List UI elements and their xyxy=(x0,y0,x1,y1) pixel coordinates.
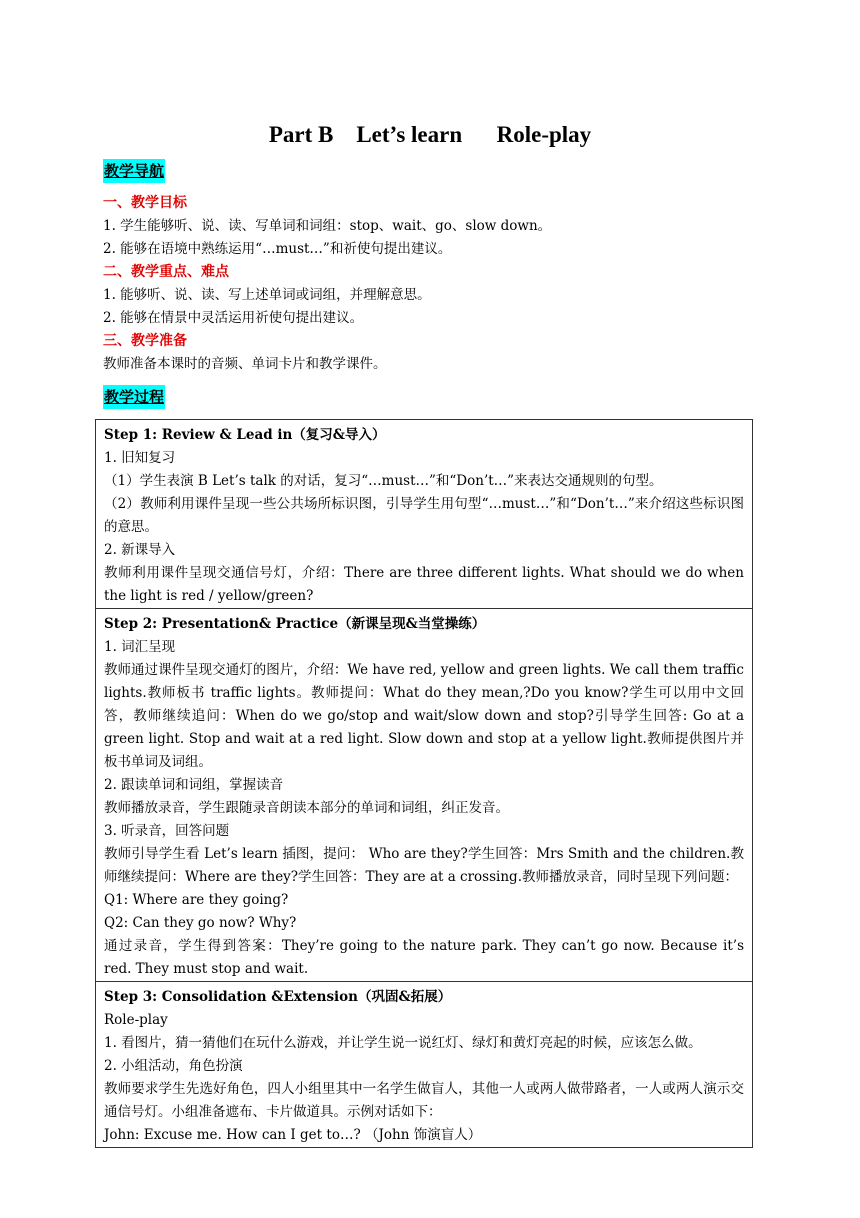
step-line: Q1: Where are they going? xyxy=(104,892,289,908)
section-label-process: 教学过程 xyxy=(103,385,165,409)
section-label-guide: 教学导航 xyxy=(103,159,165,183)
key-point-item: 1. 能够听、说、读、写上述单词或词组，并理解意思。 xyxy=(103,287,431,303)
step-3-title: Step 3: Consolidation &Extension（巩固&拓展） xyxy=(104,989,452,1005)
step-2-title: Step 2: Presentation& Practice（新课呈现&当堂操练） xyxy=(104,616,486,632)
step-line: 2. 跟读单词和词组，掌握读音 xyxy=(104,777,284,793)
prep-text: 教师准备本课时的音频、单词卡片和教学课件。 xyxy=(103,356,387,372)
process-table xyxy=(95,419,753,1148)
step-line: 2. 小组活动，角色扮演 xyxy=(104,1058,243,1074)
step-line: 2. 新课导入 xyxy=(104,542,176,558)
step-line: John: Excuse me. How can I get to…? （John 饰演盲人） xyxy=(104,1127,482,1143)
step-line: 教师播放录音，学生跟随录音朗读本部分的单词和词组，纠正发音。 xyxy=(104,800,509,816)
prep-heading: 三、教学准备 xyxy=(103,333,187,349)
goals-heading: 一、教学目标 xyxy=(103,195,187,211)
step-line: 1. 看图片，猜一猜他们在玩什么游戏，并让学生说一说红灯、绿灯和黄灯亮起的时候，应该怎么做。 xyxy=(104,1035,702,1051)
step-line: 1. 旧知复习 xyxy=(104,450,176,466)
step-line: （2）教师利用课件呈现一些公共场所标识图，引导学生用句型“…must…”和“Don’t…”来介绍这些标识图的意思。 xyxy=(104,496,744,535)
goal-item: 1. 学生能够听、说、读、写单词和词组：stop、wait、go、slow down。 xyxy=(103,218,552,234)
step-line: （1）学生表演 B Let’s talk 的对话，复习“…must…”和“Don’t…”来表达交通规则的句型。 xyxy=(104,473,663,489)
step-line: 3. 听录音，回答问题 xyxy=(104,823,230,839)
goal-item: 2. 能够在语境中熟练运用“…must…”和祈使句提出建议。 xyxy=(103,241,452,257)
step-line: 教师利用课件呈现交通信号灯，介绍：There are three different lights. What should we do when the light is red / yellow/green? xyxy=(104,565,744,604)
step-1-title: Step 1: Review & Lead in（复习&导入） xyxy=(104,427,386,443)
step-3-cell xyxy=(96,981,752,1147)
step-1-cell xyxy=(96,420,752,608)
step-line: 教师引导学生看 Let’s learn 插图，提问： Who are they?学生回答：Mrs Smith and the children.教师继续提问：Where are they?学生回答：They are at a crossing.教师播放录音，同时呈现下列问题： xyxy=(104,846,744,885)
step-line: Q2: Can they go now? Why? xyxy=(104,915,297,931)
key-points-heading: 二、教学重点、难点 xyxy=(103,264,229,280)
step-line: Role-play xyxy=(104,1012,168,1028)
key-point-item: 2. 能够在情景中灵活运用祈使句提出建议。 xyxy=(103,310,364,326)
step-line: 1. 词汇呈现 xyxy=(104,639,176,655)
page-title: Part B Let’s learn Role-play xyxy=(268,122,592,147)
step-line: 教师通过课件呈现交通灯的图片，介绍：We have red, yellow and green lights. We call them traffic lights.教师板书 traffic lights。教师提问：What do they mean,?Do you know?学生可以用中文回答，教师继续追问：When do we go/stop and wait/slow down and stop?引导学生回答: Go at a green light. Stop and wait at a red light. Slow down and stop at a yellow light.教师提供图片并板书单词及词组。 xyxy=(104,662,744,770)
step-line: 通过录音，学生得到答案：They’re going to the nature park. They can’t go now. Because it’s red. They must stop and wait. xyxy=(104,938,744,977)
step-line: 教师要求学生先选好角色，四人小组里其中一名学生做盲人，其他一人或两人做带路者，一人或两人演示交通信号灯。小组准备遮布、卡片做道具。示例对话如下： xyxy=(104,1081,744,1120)
step-2-cell xyxy=(96,608,752,981)
